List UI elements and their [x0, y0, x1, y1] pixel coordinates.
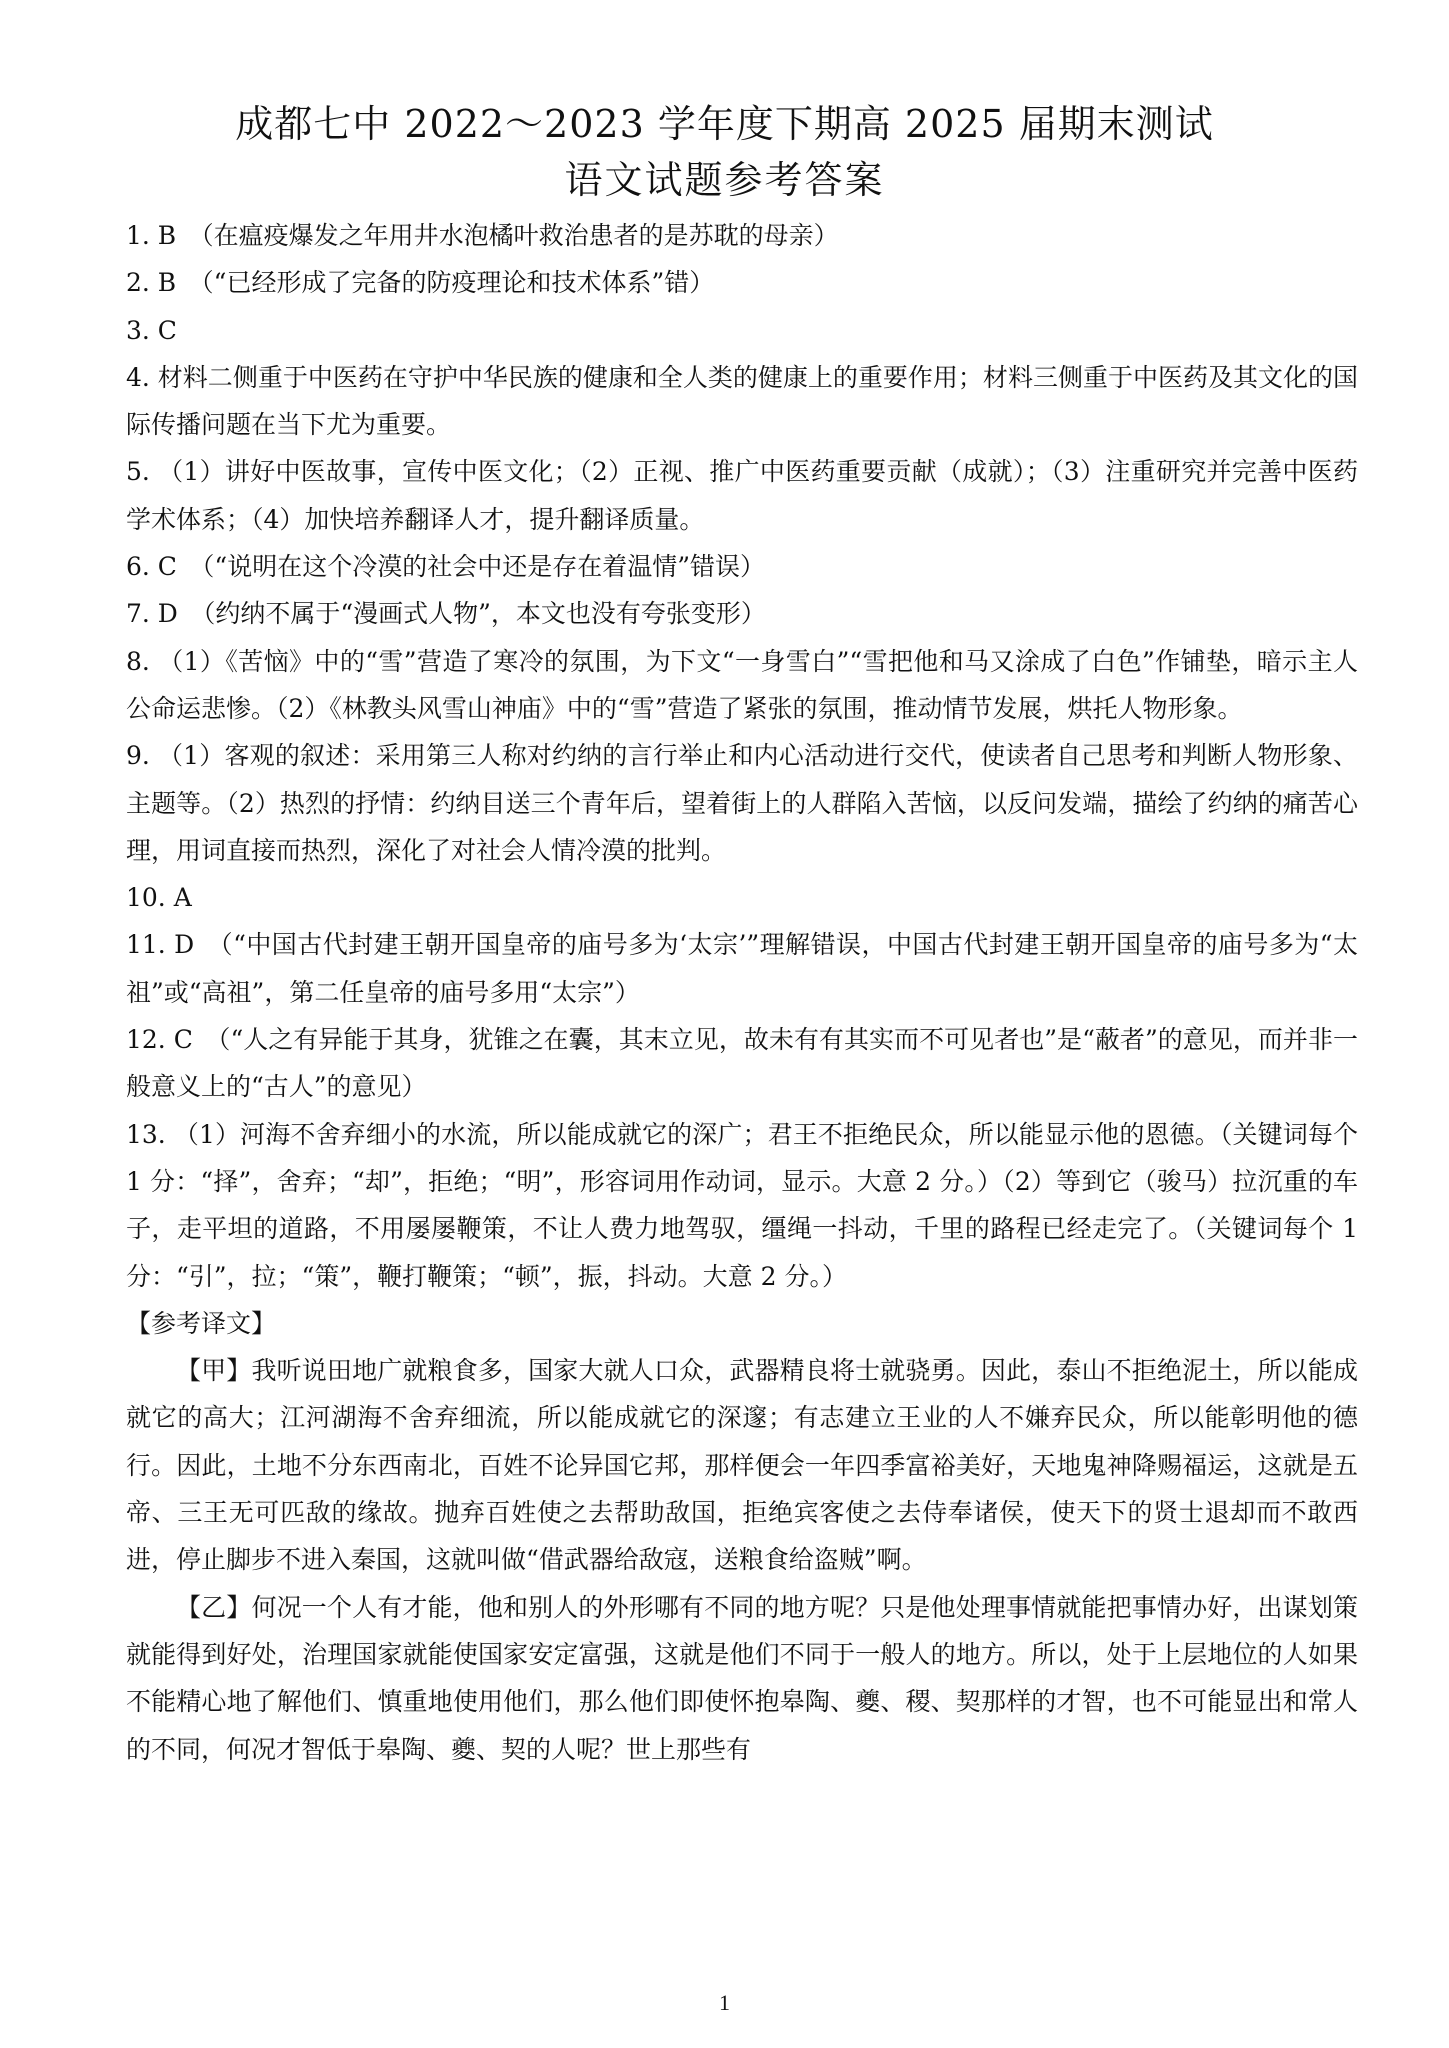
page-number: 1: [719, 1990, 730, 2015]
answer-8: 8. （1）《苦恼》中的“雪”营造了寒冷的氛围，为下文“一身雪白”“雪把他和马又涂成了白色”作铺垫，暗示主人公命运悲惨。（2）《林教头风雪山神庙》中的“雪”营造了紧张的氛围，推动情节发展，烘托人物形象。: [126, 646, 1358, 723]
translation-heading: 【参考译文】: [126, 1308, 277, 1338]
answer-7: 7. D （约纳不属于“漫画式人物”，本文也没有夸张变形）: [126, 599, 766, 629]
answer-content: [126, 212, 1358, 1773]
document-title: 成都七中 2022～2023 学年度下期高 2025 届期末测试: [235, 102, 1214, 146]
answer-2: 2. B （“已经形成了完备的防疫理论和技术体系”错）: [126, 268, 715, 298]
answer-9: 9. （1）客观的叙述：采用第三人称对约纳的言行举止和内心活动进行交代，使读者自己思考和判断人物形象、主题等。（2）热烈的抒情：约纳目送三个青年后，望着街上的人群陷入苦恼，以反问发端，描绘了约纳的痛苦心理，用词直接而热烈，深化了对社会人情冷漠的批判。: [126, 741, 1358, 865]
answer-10: 10. A: [126, 883, 192, 913]
answer-1: 1. B （在瘟疫爆发之年用井水泡橘叶救治患者的是苏耽的母亲）: [126, 221, 839, 250]
answer-5: 5. （1）讲好中医故事，宣传中医文化；（2）正视、推广中医药重要贡献（成就）；（3）注重研究并完善中医药学术体系；（4）加快培养翻译人才，提升翻译质量。: [126, 457, 1358, 534]
document-subtitle: 语文试题参考答案: [564, 158, 885, 202]
answer-4: 4. 材料二侧重于中医药在守护中华民族的健康和全人类的健康上的重要作用；材料三侧重于中医药及其文化的国际传播问题在当下尤为重要。: [126, 362, 1358, 440]
translation-paragraph-yi: 【乙】何况一个人有才能，他和别人的外形哪有不同的地方呢？只是他处理事情就能把事情办好，出谋划策就能得到好处，治理国家就能使国家安定富强，这就是他们不同于一般人的地方。所以，处于上层地位的人如果不能精心地了解他们、慎重地使用他们，那么他们即使怀抱皋陶、夔、稷、契那样的才智，也不可能显出和常人的不同，何况才智低于皋陶、夔、契的人呢？世上那些有: [126, 1592, 1358, 1764]
answer-11: 11. D （“中国古代封建王朝开国皇帝的庙号多为‘太宗’”理解错误，中国古代封建王朝开国皇帝的庙号多为“太祖”或“高祖”，第二任皇帝的庙号多用“太宗”）: [126, 930, 1358, 1007]
title-block: [0, 96, 1449, 208]
answer-12: 12. C （“人之有异能于其身，犹锥之在囊，其末立见，故未有有其实而不可见者也”是“蔽者”的意见，而并非一般意义上的“古人”的意见）: [126, 1025, 1358, 1102]
answer-6: 6. C （“说明在这个冷漠的社会中还是存在着温情”错误）: [126, 552, 765, 582]
answer-3: 3. C: [126, 315, 177, 345]
translation-paragraph-jia: 【甲】我听说田地广就粮食多，国家大就人口众，武器精良将士就骁勇。因此，泰山不拒绝泥土，所以能成就它的高大；江河湖海不舍弃细流，所以能成就它的深邃；有志建立王业的人不嫌弃民众，所以能彰明他的德行。因此，土地不分东西南北，百姓不论异国它邦，那样便会一年四季富裕美好，天地鬼神降赐福运，这就是五帝、三王无可匹敌的缘故。抛弃百姓使之去帮助敌国，拒绝宾客使之去侍奉诸侯，使天下的贤士退却而不敢西进，停止脚步不进入秦国，这就叫做“借武器给敌寇，送粮食给盗贼”啊。: [126, 1356, 1358, 1575]
answer-13: 13. （1）河海不舍弃细小的水流，所以能成就它的深广；君王不拒绝民众，所以能显示他的恩德。（关键词每个 1 分：“择”，舍弃；“却”，拒绝；“明”，形容词用作动词，显示。大意 2 分。）（2）等到它（骏马）拉沉重的车子，走平坦的道路，不用屡屡鞭策，不让人费力地驾驭，缰绳一抖动，千里的路程已经走完了。（关键词每个 1 分：“引”，拉；“策”，鞭打鞭策；“顿”，振，抖动。大意 2 分。）: [126, 1119, 1358, 1291]
